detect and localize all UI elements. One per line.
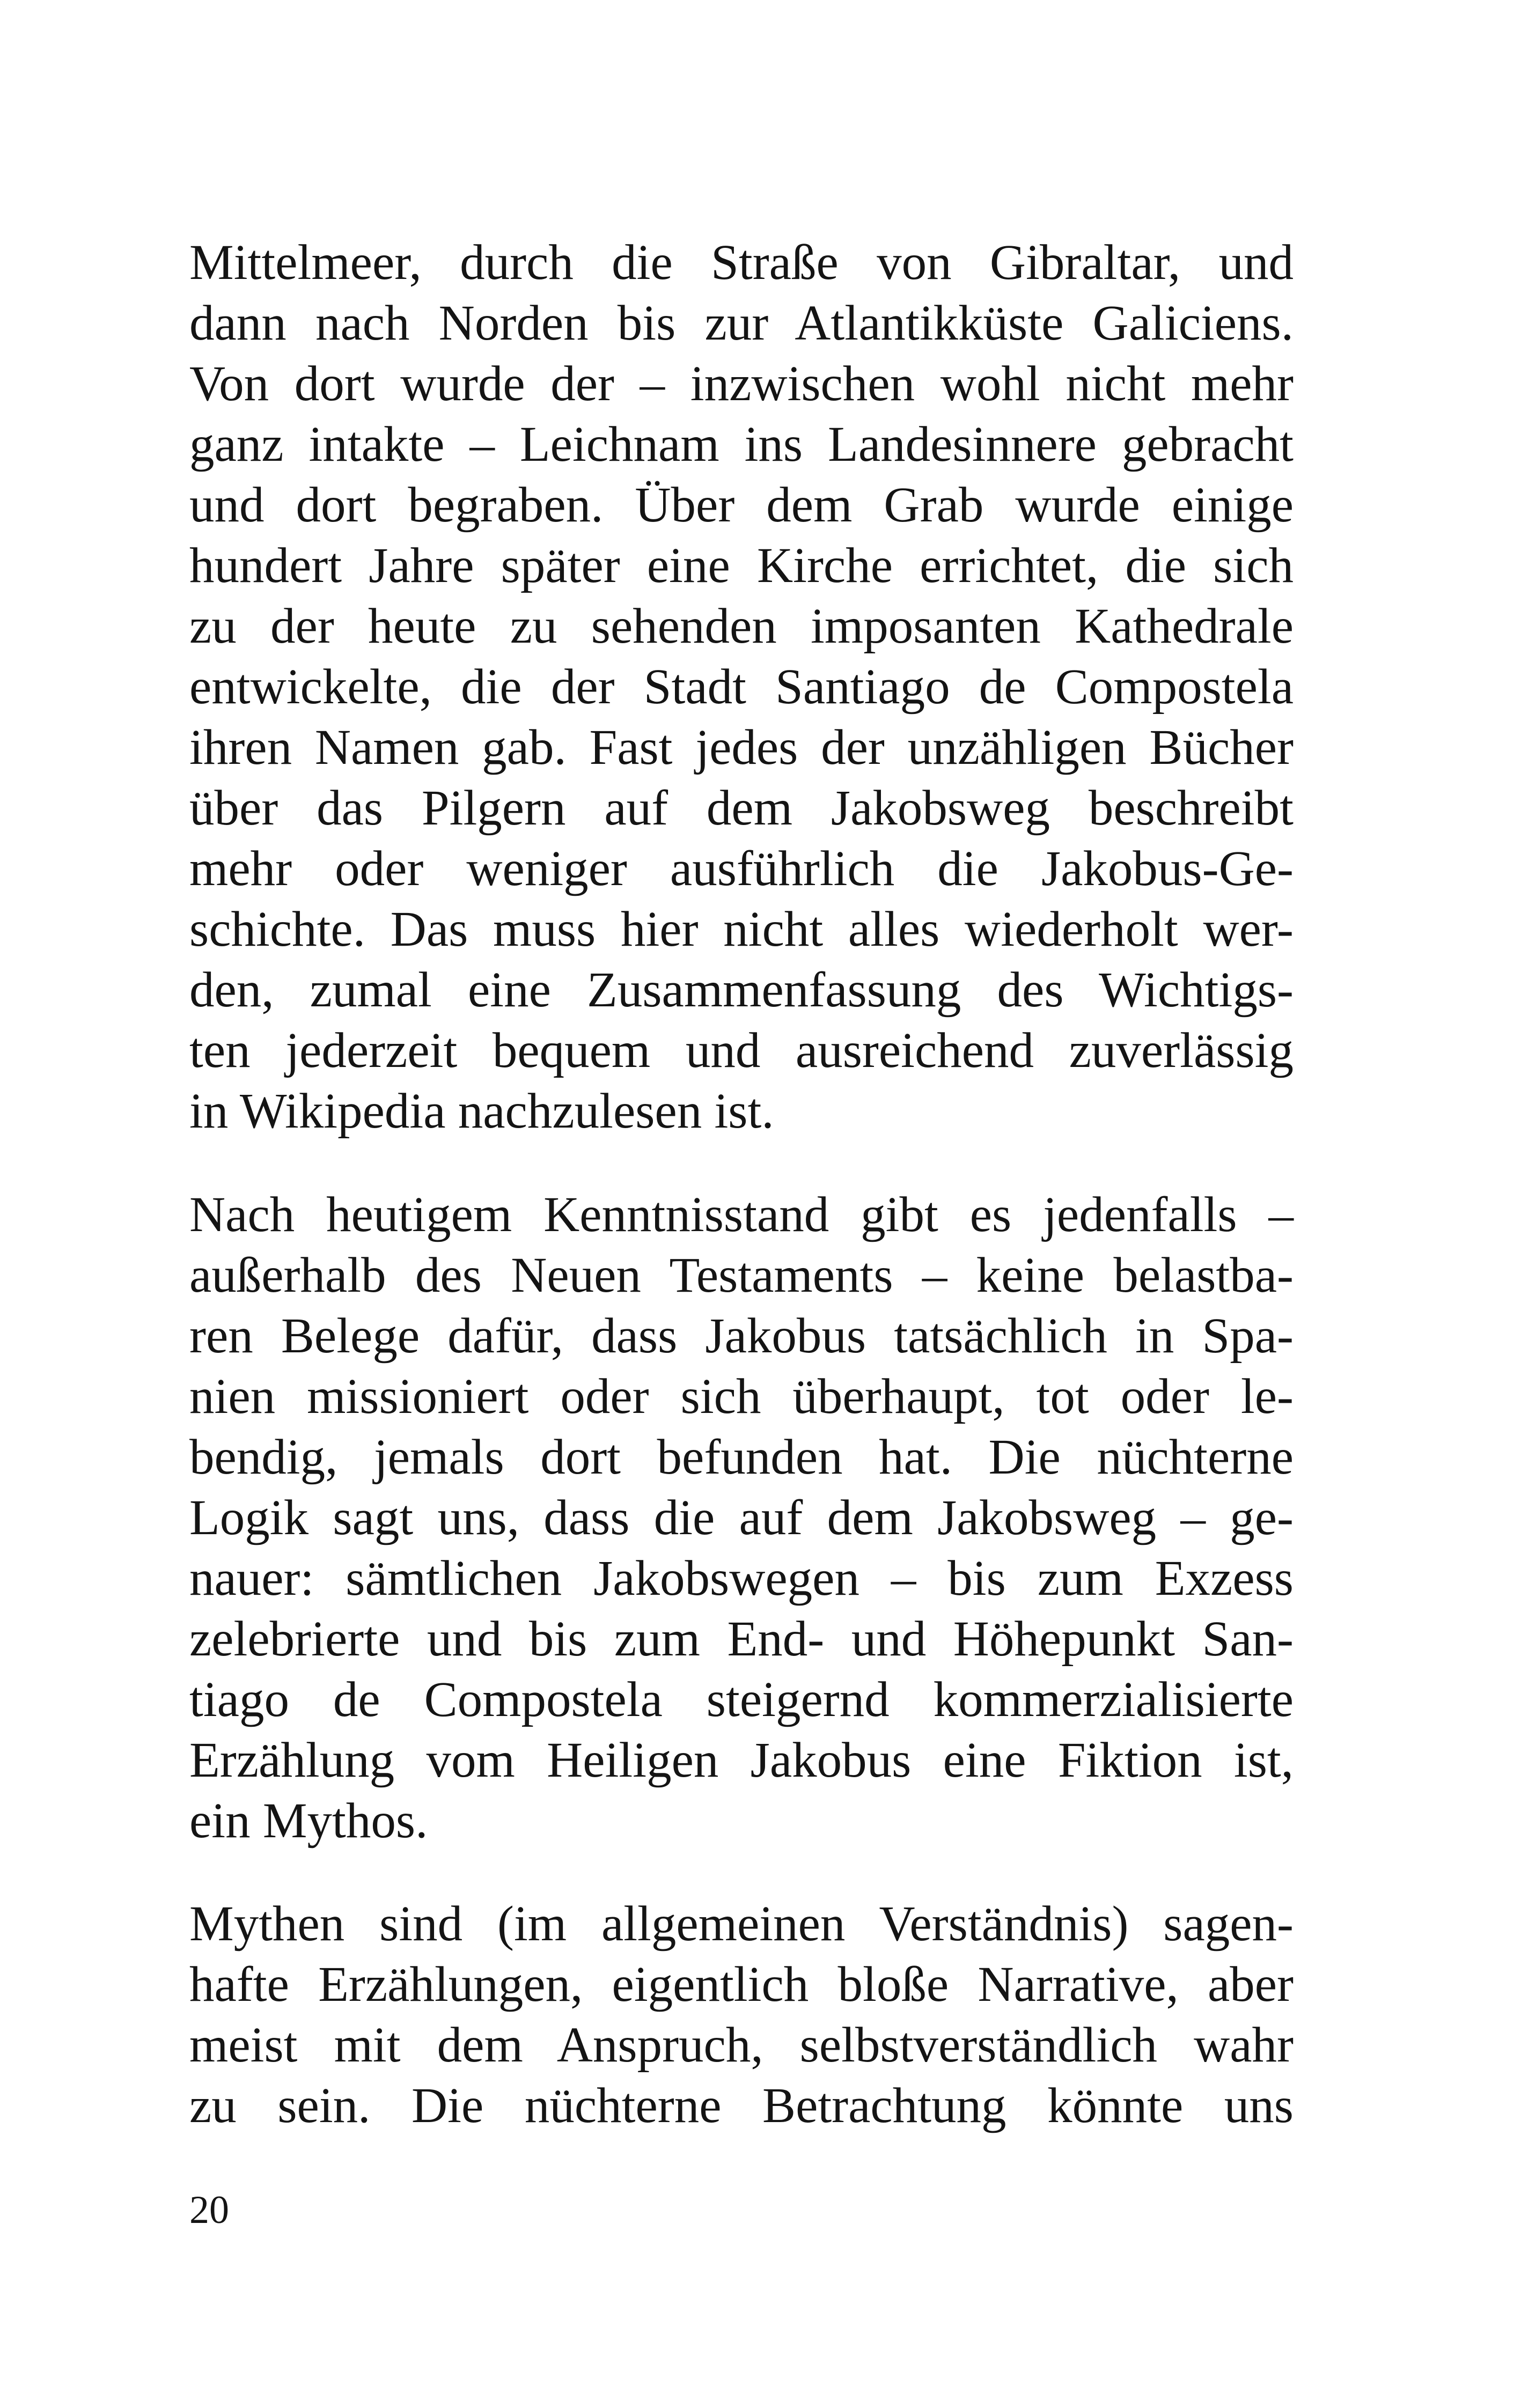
text-line: über das Pilgern auf dem Jakobsweg beschreibt — [189, 780, 1294, 836]
text-line: in Wikipedia nachzulesen ist. — [189, 1084, 774, 1139]
text-line: Mythen sind (im allgemeinen Verständnis) sagen- — [189, 1896, 1294, 1952]
text-line: den, zumal eine Zusammenfassung des Wichtigs- — [189, 962, 1294, 1018]
text-line: ganz intakte – Leichnam ins Landesinnere gebracht — [189, 417, 1294, 472]
text-line: dann nach Norden bis zur Atlantikküste Galiciens. — [189, 296, 1294, 351]
text-line: schichte. Das muss hier nicht alles wiederholt wer- — [189, 902, 1294, 957]
text-line: Erzählung vom Heiligen Jakobus eine Fiktion ist, — [189, 1733, 1294, 1788]
page-number: 20 — [189, 2188, 229, 2232]
text-line: entwickelte, die der Stadt Santiago de Compostela — [189, 659, 1294, 715]
text-line: und dort begraben. Über dem Grab wurde einige — [189, 477, 1294, 533]
text-line: ten jederzeit bequem und ausreichend zuverlässig — [189, 1023, 1294, 1078]
text-line: zelebrierte und bis zum End- und Höhepunkt San- — [189, 1611, 1294, 1667]
text-line: außerhalb des Neuen Testaments – keine belastba- — [189, 1248, 1294, 1303]
text-line: zu der heute zu sehenden imposanten Kathedrale — [189, 599, 1294, 654]
text-line: nien missioniert oder sich überhaupt, tot oder le- — [189, 1369, 1294, 1424]
text-line: Logik sagt uns, dass die auf dem Jakobsweg – ge- — [189, 1490, 1294, 1545]
text-line: Nach heutigem Kenntnisstand gibt es jedenfalls – — [189, 1187, 1294, 1242]
text-line: ein Mythos. — [189, 1793, 428, 1849]
text-line: ren Belege dafür, dass Jakobus tatsächlich in Spa- — [189, 1308, 1294, 1364]
text-line: meist mit dem Anspruch, selbstverständlich wahr — [189, 2017, 1294, 2073]
text-line: hafte Erzählungen, eigentlich bloße Narrative, aber — [189, 1957, 1294, 2012]
text-line: ihren Namen gab. Fast jedes der unzähligen Bücher — [189, 720, 1294, 775]
text-line: tiago de Compostela steigernd kommerzialisierte — [189, 1672, 1294, 1727]
text-line: Mittelmeer, durch die Straße von Gibraltar, und — [189, 235, 1294, 290]
text-line: nauer: sämtlichen Jakobswegen – bis zum Exzess — [189, 1551, 1294, 1606]
text-line: Von dort wurde der – inzwischen wohl nicht mehr — [189, 356, 1294, 411]
text-line: zu sein. Die nüchterne Betrachtung könnte uns — [189, 2078, 1294, 2133]
text-line: hundert Jahre später eine Kirche errichtet, die sich — [189, 538, 1294, 593]
text-line: mehr oder weniger ausführlich die Jakobus-Ge- — [189, 841, 1294, 896]
text-line: bendig, jemals dort befunden hat. Die nüchterne — [189, 1430, 1294, 1485]
